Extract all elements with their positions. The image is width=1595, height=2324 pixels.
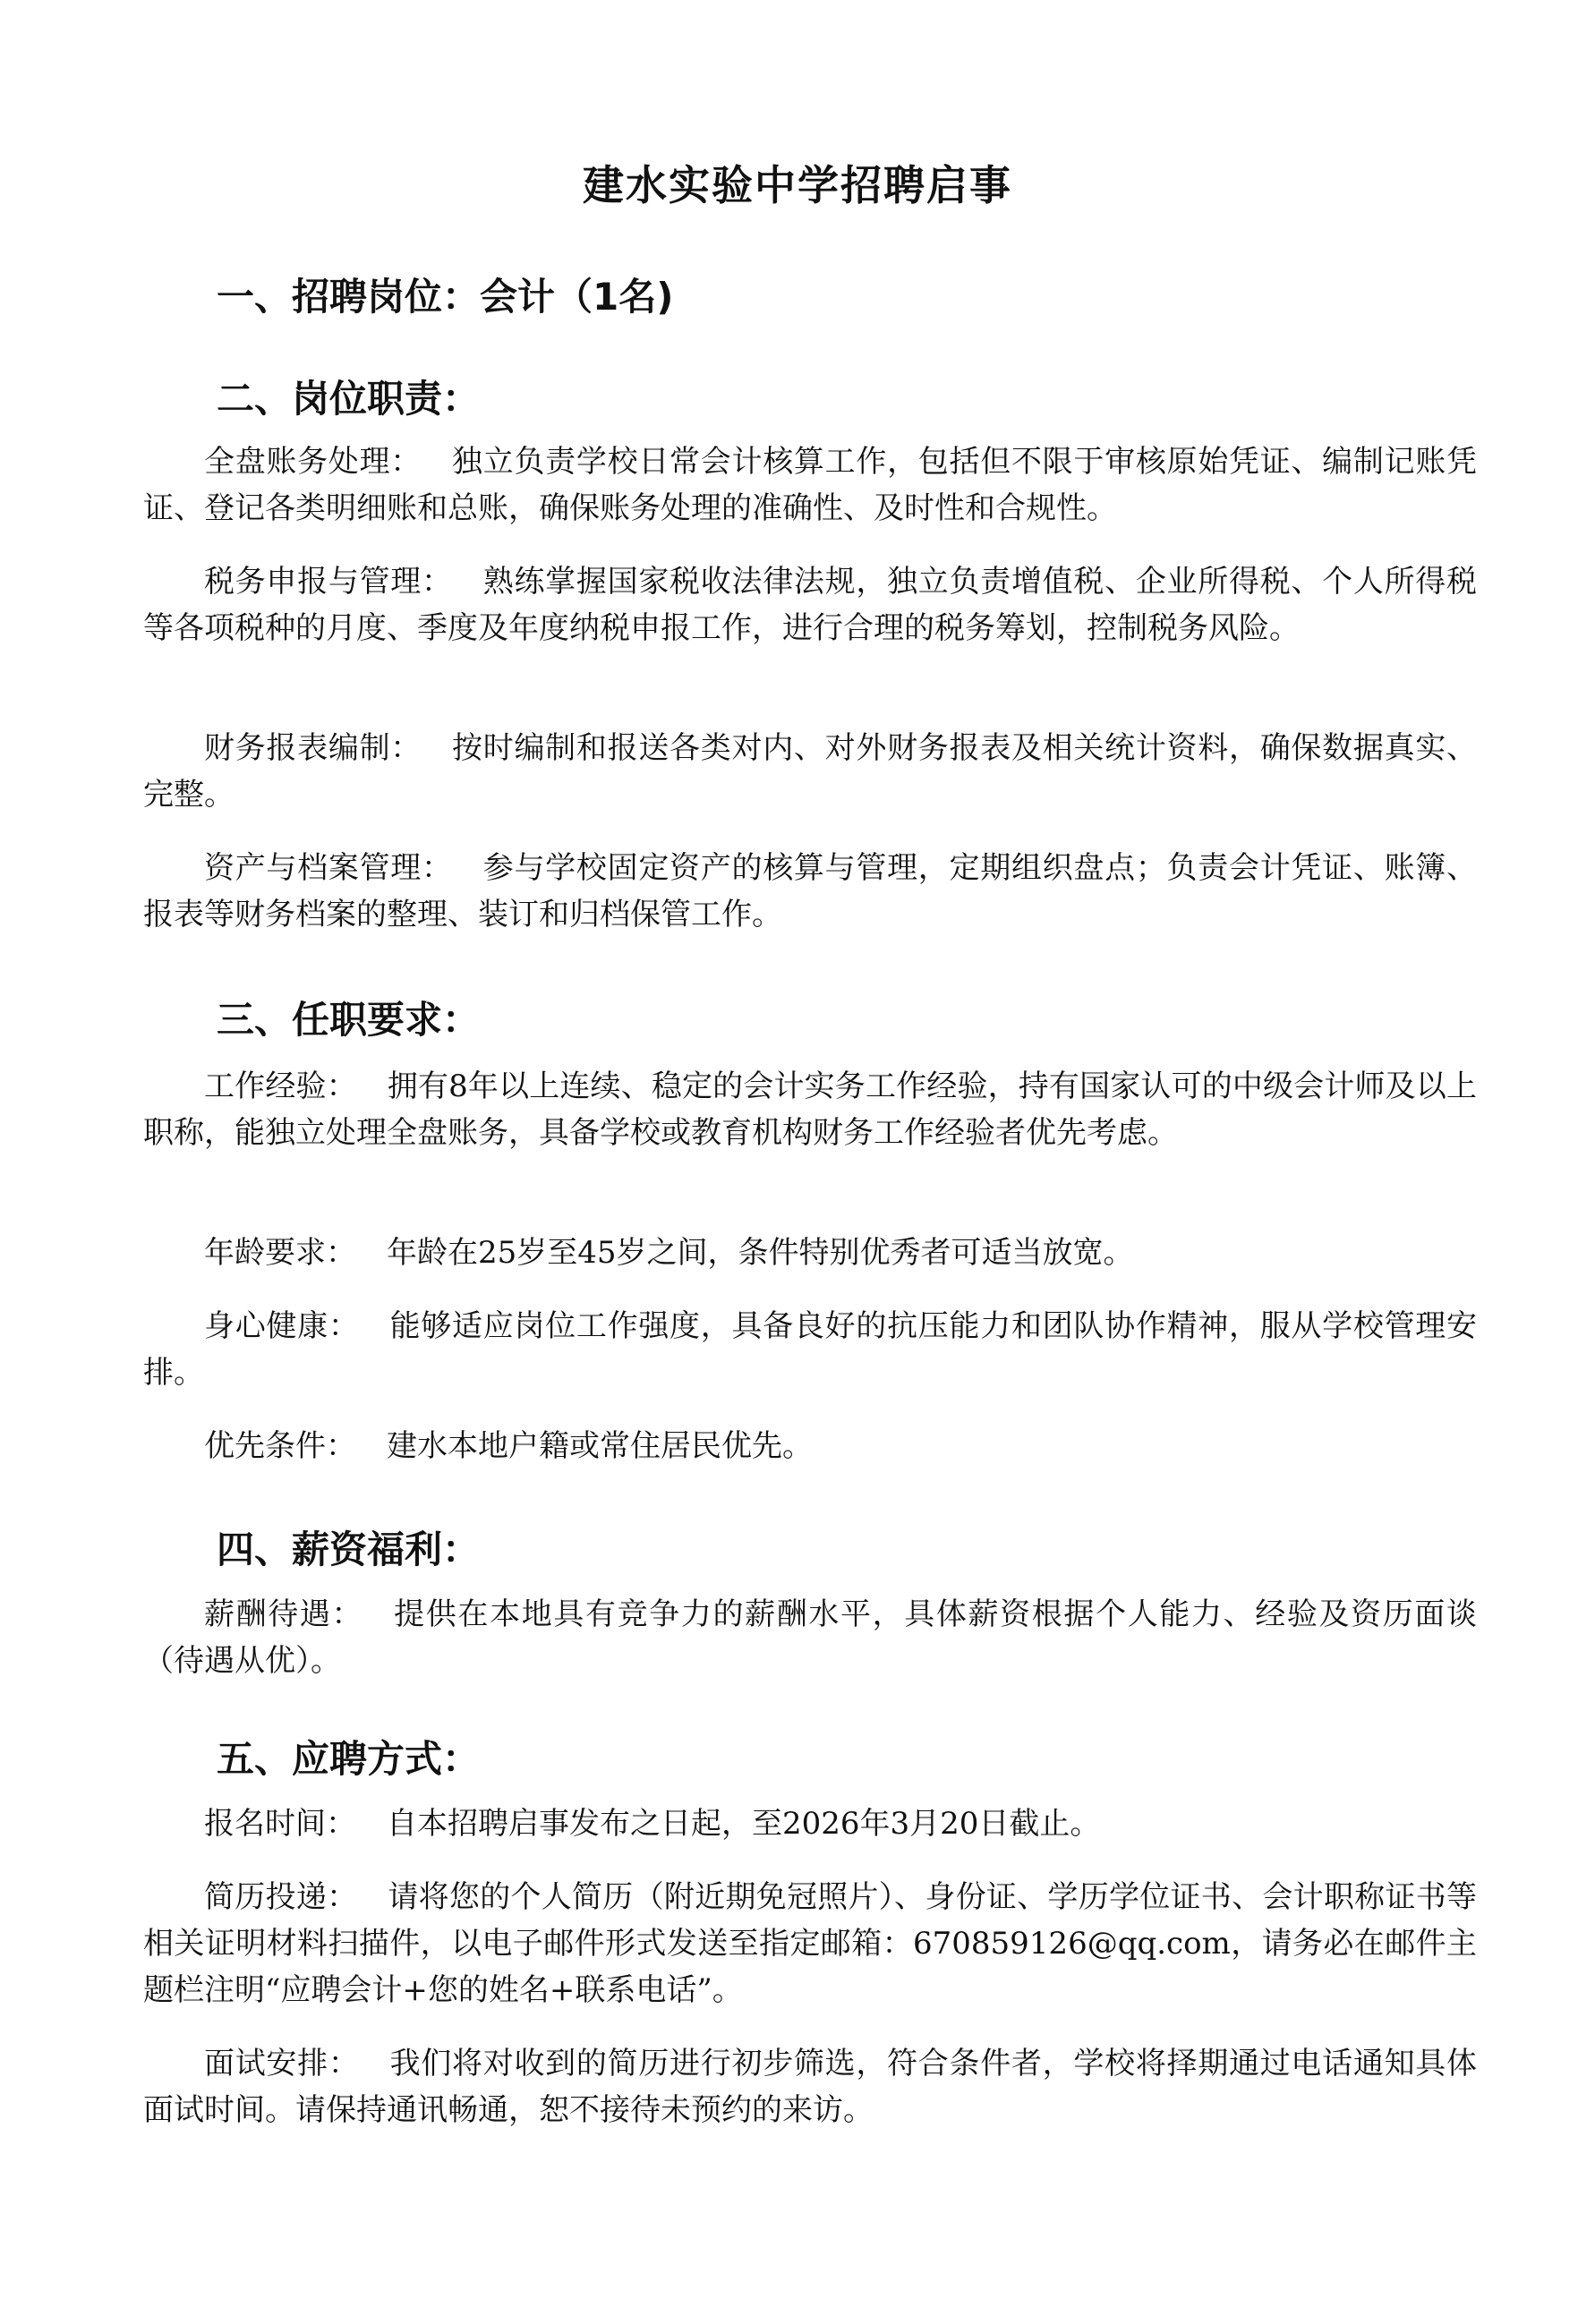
paragraph-label: 面试安排： xyxy=(204,2046,360,2081)
section-heading-duties: 二、岗位职责： xyxy=(217,377,481,421)
benefit-salary xyxy=(143,1591,1477,1684)
paragraph-text: 按时编制和报送各类对内、对外财务报表及相关统计资料，确保数据真实、完整。 xyxy=(143,730,1478,813)
section-heading-application: 五、应聘方式： xyxy=(217,1737,481,1781)
duty-reports xyxy=(143,725,1477,818)
section-heading-benefits: 四、薪资福利： xyxy=(217,1528,481,1571)
apply-deadline xyxy=(143,1800,1477,1847)
paragraph-label: 简历投递： xyxy=(204,1879,358,1915)
paragraph-text: 自本招聘启事发布之日起，至2026年3月20日截止。 xyxy=(387,1806,1101,1842)
paragraph-text: 拥有8年以上连续、稳定的会计实务工作经验，持有国家认可的中级会计师及以上职称，能独立处理全盘账务，具备学校或教育机构财务工作经验者优先考虑。 xyxy=(143,1068,1477,1151)
paragraph-label: 年龄要求： xyxy=(204,1235,356,1271)
paragraph-label: 工作经验： xyxy=(204,1068,357,1104)
requirement-health xyxy=(143,1303,1477,1396)
apply-interview xyxy=(143,2040,1477,2133)
paragraph-text: 熟练掌握国家税收法律法规，独立负责增值税、企业所得税、个人所得税等各项税种的月度、季度及年度纳税申报工作，进行合理的税务筹划，控制税务风险。 xyxy=(143,564,1478,646)
duty-tax xyxy=(143,558,1477,651)
duty-accounting xyxy=(143,438,1477,532)
paragraph-text: 独立负责学校日常会计核算工作，包括但不限于审核原始凭证、编制记账凭证、登记各类明细账和总账，确保账务处理的准确性、及时性和合规性。 xyxy=(143,444,1478,526)
paragraph-text: 能够适应岗位工作强度，具备良好的抗压能力和团队协作精神，服从学校管理安排。 xyxy=(143,1308,1478,1391)
section-heading-requirements: 三、任职要求： xyxy=(217,998,481,1042)
paragraph-label: 报名时间： xyxy=(204,1806,356,1842)
section-heading-position: 一、招聘岗位：会计（1名) xyxy=(217,275,674,319)
paragraph-text: 请将您的个人简历（附近期免冠照片）、身份证、学历学位证书、会计职称证书等相关证明材料扫描件，以电子邮件形式发送至指定邮箱：670859126@qq.com，请务必在邮件主题栏注明“应聘会计+您的姓名+联系电话”。 xyxy=(143,1879,1477,2008)
document-title: 建水实验中学招聘启事 xyxy=(583,161,1012,209)
paragraph-label: 身心健康： xyxy=(204,1308,360,1344)
duty-assets xyxy=(143,845,1477,938)
paragraph-label: 税务申报与管理： xyxy=(204,564,453,600)
paragraph-label: 财务报表编制： xyxy=(204,730,422,766)
paragraph-label: 资产与档案管理： xyxy=(204,850,453,886)
paragraph-text: 提供在本地具有竞争力的薪酬水平，具体薪资根据个人能力、经验及资历面谈（待遇从优）。 xyxy=(143,1596,1478,1679)
paragraph-text: 建水本地户籍或常住居民优先。 xyxy=(387,1428,813,1464)
requirement-age xyxy=(143,1230,1477,1276)
requirement-experience xyxy=(143,1063,1477,1156)
paragraph-text: 年龄在25岁至45岁之间，条件特别优秀者可适当放宽。 xyxy=(387,1235,1134,1271)
paragraph-text: 参与学校固定资产的核算与管理，定期组织盘点；负责会计凭证、账簿、报表等财务档案的整理、装订和归档保管工作。 xyxy=(143,850,1478,932)
paragraph-label: 全盘账务处理： xyxy=(204,444,422,480)
requirement-priority xyxy=(143,1423,1477,1469)
paragraph-text: 我们将对收到的简历进行初步筛选，符合条件者，学校将择期通过电话通知具体面试时间。请保持通讯畅通，恕不接待未预约的来访。 xyxy=(143,2046,1478,2128)
paragraph-label: 薪酬待遇： xyxy=(204,1596,364,1632)
paragraph-label: 优先条件： xyxy=(204,1428,356,1464)
apply-resume xyxy=(143,1874,1477,2013)
